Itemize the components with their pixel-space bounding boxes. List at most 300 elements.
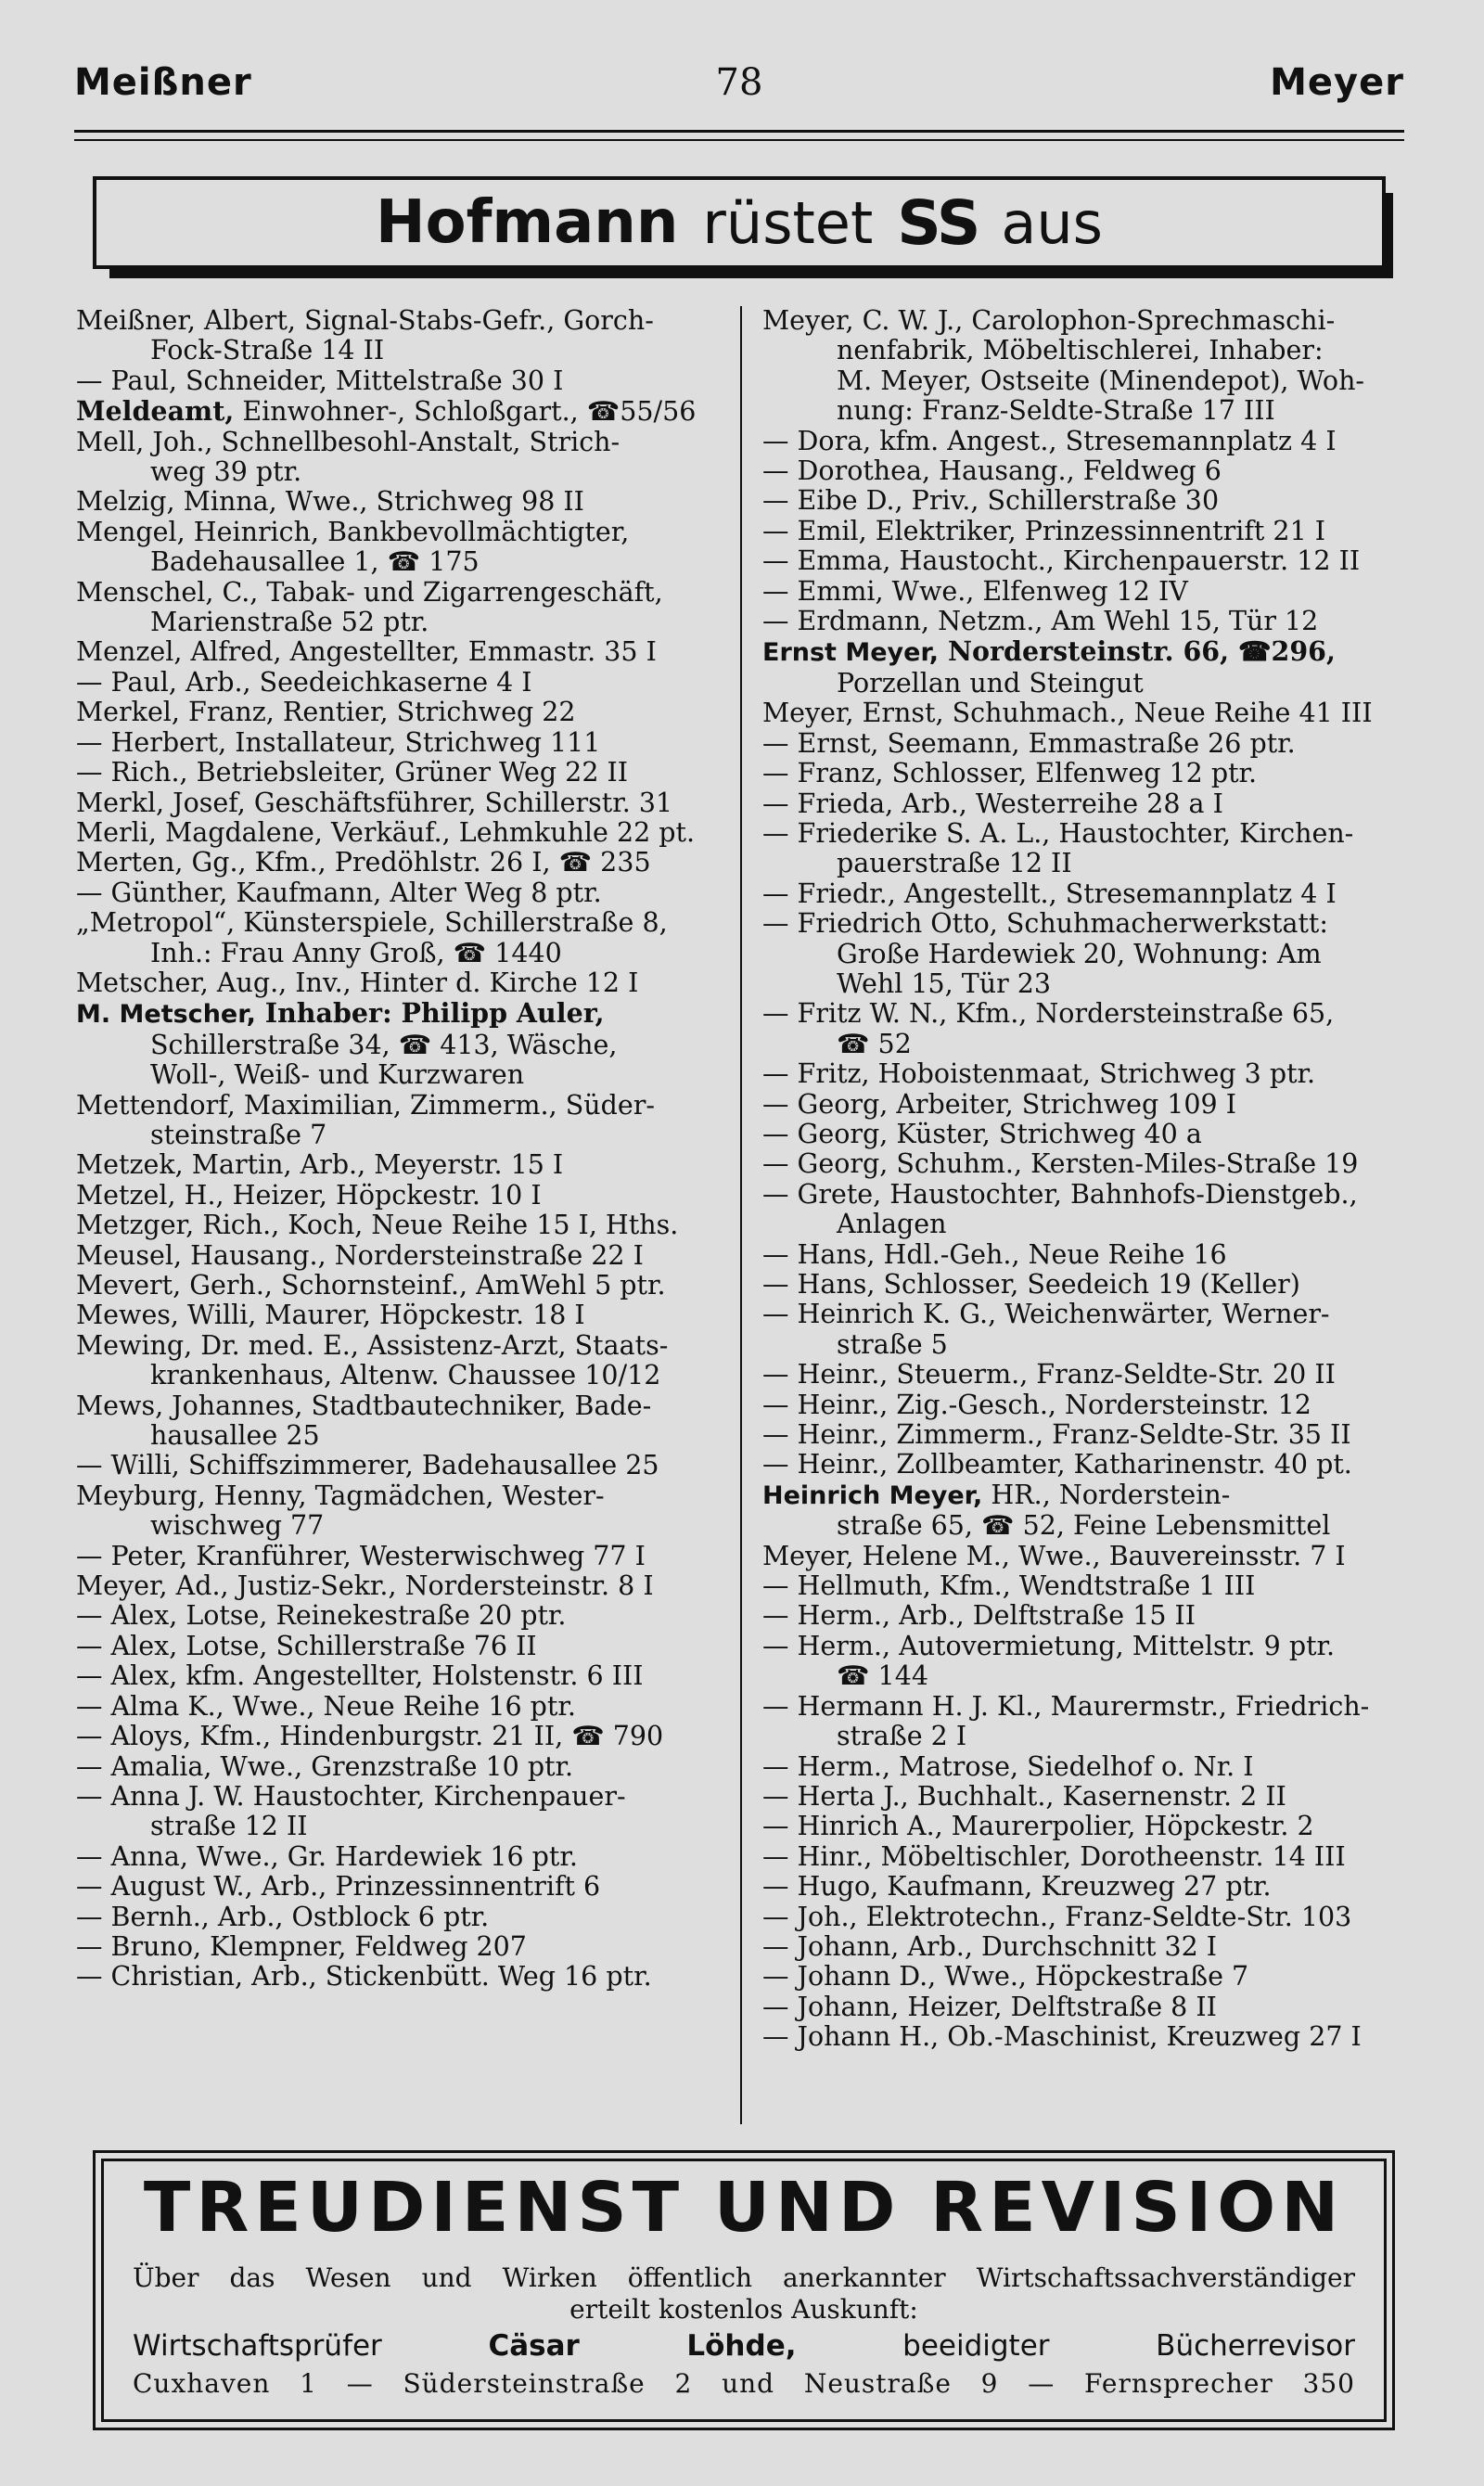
entry-text: — Rich., Betriebsleiter, Grüner Weg 22 II (76, 757, 629, 788)
entry-first-line (76, 578, 725, 608)
directory-entry (762, 909, 1408, 999)
entry-continuation: steinstraße 7 (150, 1119, 327, 1150)
entry-text: Metzel, H., Heizer, Höpckestr. 10 I (76, 1179, 542, 1211)
entry-bold-name: Meldeamt, (76, 395, 235, 428)
entry-first-line (76, 848, 725, 878)
directory-entry (76, 818, 725, 848)
entry-display-name: Ernst Meyer, (762, 638, 940, 668)
entry-first-line (762, 1149, 1408, 1179)
entry-first-line (762, 486, 1408, 516)
entry-first-line (76, 1542, 725, 1571)
entry-text: — Johann H., Ob.-Maschinist, Kreuzweg 27 I (762, 2021, 1362, 2053)
entry-first-line (762, 819, 1408, 849)
entry-text: — Willi, Schiffszimmerer, Badehausallee 25 (76, 1450, 659, 1481)
entry-text: — Herm., Autovermietung, Mittelstr. 9 ptr. (762, 1630, 1336, 1661)
entry-first-line (76, 1091, 725, 1121)
entry-first-line (762, 1270, 1408, 1300)
entry-first-line (762, 698, 1408, 728)
entry-text: — Bernh., Arb., Ostblock 6 ptr. (76, 1901, 490, 1932)
entry-first-line (76, 1181, 725, 1211)
entry-first-line (762, 1601, 1408, 1631)
directory-entry (762, 1149, 1408, 1179)
entry-first-line (762, 999, 1408, 1029)
entry-first-line (762, 729, 1408, 759)
directory-entry (76, 1571, 725, 1601)
entry-text: — Emma, Haustocht., Kirchenpauerstr. 12 II (762, 545, 1361, 577)
directory-entry (76, 1542, 725, 1571)
entry-text: Mengel, Heinrich, Bankbevollmächtigter, (76, 516, 630, 547)
directory-entry (762, 1752, 1408, 1782)
directory-entry (76, 908, 725, 968)
entry-first-line (762, 1842, 1408, 1872)
entry-text: — Hugo, Kaufmann, Kreuzweg 27 ptr. (762, 1871, 1272, 1903)
entry-first-line (762, 1872, 1408, 1902)
directory-entry (76, 968, 725, 998)
entry-text: — Bruno, Klempner, Feldweg 207 (76, 1930, 527, 1962)
directory-entry (76, 1301, 725, 1330)
entry-text: — Johann D., Wwe., Höpckestraße 7 (762, 1961, 1249, 1993)
entry-text: — Heinr., Zimmerm., Franz-Seldte-Str. 35 II (762, 1419, 1351, 1451)
entry-first-line (76, 428, 725, 457)
column-divider (740, 306, 742, 2124)
directory-entry (76, 578, 725, 638)
directory-entry (76, 487, 725, 517)
entry-text: „Metropol“, Künsterspiele, Schillerstraße 8, (76, 907, 668, 939)
entry-continuation: nung: Franz-Seldte-Straße 17 III (837, 395, 1275, 427)
entry-text: Meusel, Hausang., Nordersteinstraße 22 I (76, 1239, 644, 1271)
entry-first-line (762, 1450, 1408, 1480)
entry-first-line (762, 2022, 1408, 2052)
directory-entry (76, 848, 725, 878)
directory-entry (762, 879, 1408, 909)
directory-entry (76, 1632, 725, 1661)
entry-first-line (762, 306, 1408, 336)
entry-text: — Emmi, Wwe., Elfenweg 12 IV (762, 575, 1188, 607)
directory-entry (762, 577, 1408, 607)
directory-entry (76, 668, 725, 698)
entry-first-line (76, 1331, 725, 1361)
entry-continuation: straße 12 II (150, 1811, 308, 1842)
directory-entry (762, 1180, 1408, 1240)
directory-entry (76, 1481, 725, 1542)
treudienst-advert (93, 2150, 1395, 2430)
entry-text: — Günther, Kaufmann, Alter Weg 8 ptr. (76, 877, 602, 908)
entry-text: — Alma K., Wwe., Neue Reihe 16 ptr. (76, 1690, 576, 1722)
entry-first-line (76, 637, 725, 667)
entry-first-line (76, 1241, 725, 1271)
entry-first-line (76, 1661, 725, 1691)
directory-entry (76, 1932, 725, 1962)
directory-entry (76, 518, 725, 578)
entry-first-line (76, 1962, 725, 1992)
entry-text: — Heinr., Zollbeamter, Katharinenstr. 40 pt. (762, 1449, 1352, 1480)
directory-entry (762, 1932, 1408, 1962)
entry-first-line (76, 728, 725, 758)
entry-text: Meyer, Ad., Justiz-Sekr., Nordersteinstr. 8 I (76, 1570, 654, 1602)
entry-text: — Christian, Arb., Stickenbütt. Weg 16 ptr. (76, 1961, 652, 1993)
entry-text: Merten, Gg., Kfm., Predöhlstr. 26 I, ☎ 235 (76, 847, 651, 878)
entry-text: Mewing, Dr. med. E., Assistenz-Arzt, Staats- (76, 1329, 669, 1361)
directory-entry (76, 1722, 725, 1751)
directory-entry (76, 878, 725, 908)
directory-entry (76, 1903, 725, 1932)
entry-first-line (76, 878, 725, 908)
directory-entry (76, 1782, 725, 1842)
entry-text: — Alex, kfm. Angestellter, Holstenstr. 6 III (76, 1660, 644, 1692)
entry-first-line (762, 607, 1408, 636)
entry-text: — Paul, Arb., Seedeichkaserne 4 I (76, 666, 532, 698)
entry-text: Meißner, Albert, Signal-Stabs-Gefr., Gorch- (76, 305, 654, 336)
entry-text: — Hans, Schlosser, Seedeich 19 (Keller) (762, 1269, 1300, 1300)
entry-continuation: Anlagen (837, 1209, 947, 1240)
entry-continuation: Porzellan und Steingut (837, 667, 1144, 698)
directory-entry (762, 1120, 1408, 1149)
entry-text: — Fritz W. N., Kfm., Nordersteinstraße 65, (762, 998, 1335, 1030)
entry-first-line (762, 546, 1408, 576)
directory-entry (762, 1872, 1408, 1902)
entry-first-line (76, 1632, 725, 1661)
directory-entry (762, 1542, 1408, 1571)
entry-text: — Joh., Elektrotechn., Franz-Seldte-Str. 103 (762, 1901, 1352, 1932)
directory-entry (76, 998, 725, 1090)
entry-first-line (762, 427, 1408, 456)
entry-first-line (76, 998, 725, 1030)
directory-entry (762, 1270, 1408, 1300)
entry-text: — August W., Arb., Prinzessinnentrift 6 (76, 1871, 601, 1903)
entry-first-line (762, 577, 1408, 607)
entry-continuation: straße 2 I (837, 1721, 967, 1752)
entry-first-line (762, 789, 1408, 819)
entry-first-line (76, 758, 725, 788)
page-header (74, 61, 1404, 117)
directory-entry (76, 788, 725, 818)
banner-word-2: rüstet (702, 188, 874, 257)
entry-continuation: pauerstraße 12 II (837, 848, 1072, 879)
entry-first-line (762, 1932, 1408, 1962)
advert-profession: Wirtschaftsprüfer (133, 2329, 382, 2363)
entry-first-line (76, 1692, 725, 1722)
entry-text: Merli, Magdalene, Verkäuf., Lehmkuhle 22 pt. (76, 816, 696, 848)
entry-first-line (76, 1211, 725, 1240)
entry-text: — Hans, Hdl.-Geh., Neue Reihe 16 (762, 1238, 1227, 1270)
entry-text: — Hellmuth, Kfm., Wendtstraße 1 III (762, 1570, 1256, 1602)
entry-continuation: Schillerstraße 34, ☎ 413, Wäsche, (150, 1029, 618, 1060)
entry-first-line (762, 1390, 1408, 1420)
directory-entry (76, 1271, 725, 1301)
entry-text: — Peter, Kranführer, Westerwischweg 77 I (76, 1540, 646, 1571)
directory-entry (76, 396, 725, 427)
entry-first-line (76, 518, 725, 547)
entry-text: — Eibe D., Priv., Schillerstraße 30 (762, 485, 1220, 517)
entry-first-line (76, 668, 725, 698)
page-number: 78 (715, 61, 763, 104)
entry-first-line (762, 1812, 1408, 1841)
entry-text: — Heinr., Steuerm., Franz-Seldte-Str. 20 II (762, 1359, 1336, 1390)
advert-line-1: Über das Wesen und Wirken öffentlich anerkannter Wirtschaftssachverständiger (133, 2262, 1355, 2293)
entry-bold-text: Nordersteinstr. 66, ☎296, (939, 635, 1336, 668)
directory-entry (76, 728, 725, 758)
directory-entry (76, 1752, 725, 1782)
banner-word-3: SS (897, 186, 979, 259)
entry-continuation: straße 65, ☎ 52, Feine Lebensmittel (837, 1510, 1331, 1542)
entry-text: Menschel, C., Tabak- und Zigarrengeschäft, (76, 576, 663, 608)
entry-first-line (76, 487, 725, 517)
entry-first-line (762, 759, 1408, 788)
entry-text: — Hinrich A., Maurerpolier, Höpckestr. 2 (762, 1811, 1314, 1842)
entry-bold-text: Inhaber: Philipp Auler, (255, 997, 605, 1030)
banner-shadow-bottom (109, 269, 1393, 278)
entry-first-line (76, 968, 725, 998)
entry-text: — Alex, Lotse, Schillerstraße 76 II (76, 1630, 537, 1661)
entry-text: Merkl, Josef, Geschäftsführer, Schillerstr. 31 (76, 787, 673, 818)
entry-first-line (76, 396, 725, 427)
directory-entry (76, 1842, 725, 1872)
directory-entry (762, 1059, 1408, 1089)
entry-text: — Aloys, Kfm., Hindenburgstr. 21 II, ☎ 790 (76, 1721, 664, 1752)
entry-continuation: Marienstraße 52 ptr. (150, 607, 429, 638)
entry-first-line (762, 1059, 1408, 1089)
directory-entry (76, 306, 725, 366)
directory-columns (76, 306, 1408, 2134)
entry-continuation: straße 5 (837, 1328, 948, 1360)
advert-title-role: beeidigter Bücherrevisor (902, 2329, 1356, 2363)
entry-text: — Hermann H. J. Kl., Maurermstr., Friedrich- (762, 1690, 1370, 1722)
directory-entry (762, 1360, 1408, 1390)
entry-first-line (762, 1120, 1408, 1149)
entry-text: Merkel, Franz, Rentier, Strichweg 22 (76, 697, 576, 728)
directory-entry (76, 1331, 725, 1391)
entry-first-line (762, 1993, 1408, 2022)
entry-continuation: Große Hardewiek 20, Wohnung: Am (837, 938, 1322, 969)
directory-entry (76, 366, 725, 396)
entry-text: — Anna, Wwe., Gr. Hardewiek 16 ptr. (76, 1840, 578, 1872)
entry-continuation: Wehl 15, Tür 23 (837, 967, 1052, 999)
advert-address: Cuxhaven 1 — Südersteinstraße 2 und Neustraße 9 — Fernsprecher 350 (133, 2368, 1355, 2399)
entry-first-line (76, 1481, 725, 1511)
entry-text: Mevert, Gerh., Schornsteinf., AmWehl 5 ptr. (76, 1270, 666, 1301)
entry-first-line (76, 1451, 725, 1480)
directory-entry (762, 1300, 1408, 1360)
entry-first-line (762, 909, 1408, 939)
directory-entry (762, 1842, 1408, 1872)
directory-entry (762, 1632, 1408, 1692)
directory-entry (76, 1391, 725, 1452)
entry-first-line (762, 1180, 1408, 1210)
directory-entry (762, 1993, 1408, 2022)
entry-text: HR., Norderstein- (982, 1479, 1231, 1510)
directory-entry (762, 819, 1408, 879)
entry-text: Meyer, Ernst, Schuhmach., Neue Reihe 41 III (762, 698, 1373, 729)
entry-first-line (76, 698, 725, 727)
banner-word-4: aus (1001, 188, 1103, 257)
entry-text: — Grete, Haustochter, Bahnhofs-Dienstgeb., (762, 1178, 1358, 1210)
entry-text: — Herm., Arb., Delftstraße 15 II (762, 1600, 1196, 1632)
entry-first-line (762, 1480, 1408, 1511)
entry-text: Metscher, Aug., Inv., Hinter d. Kirche 12 I (76, 967, 639, 998)
directory-entry (762, 1420, 1408, 1450)
entry-text: — Georg, Arbeiter, Strichweg 109 I (762, 1088, 1237, 1120)
entry-continuation: hausallee 25 (150, 1420, 320, 1452)
entry-text: Metzek, Martin, Arb., Meyerstr. 15 I (76, 1149, 564, 1181)
directory-entry (76, 1601, 725, 1631)
entry-text: — Fritz, Hoboistenmaat, Strichweg 3 ptr. (762, 1058, 1316, 1090)
directory-entry (762, 1903, 1408, 1932)
entry-first-line (76, 908, 725, 938)
entry-first-line (76, 1150, 725, 1180)
entry-first-line (76, 1872, 725, 1902)
entry-text: Meyburg, Henny, Tagmädchen, Wester- (76, 1480, 605, 1511)
entry-text: Mews, Johannes, Stadtbautechniker, Bade- (76, 1390, 652, 1421)
directory-entry (76, 1241, 725, 1271)
directory-entry (76, 1150, 725, 1180)
advert-line-2: erteilt kostenlos Auskunft: (569, 2294, 918, 2325)
entry-display-name: M. Metscher, (76, 1000, 256, 1030)
directory-entry (762, 486, 1408, 516)
entry-text: — Erdmann, Netzm., Am Wehl 15, Tür 12 (762, 606, 1319, 637)
directory-entry (76, 1181, 725, 1211)
entry-text: Mettendorf, Maximilian, Zimmerm., Süder- (76, 1089, 655, 1121)
entry-text: Melzig, Minna, Wwe., Strichweg 98 II (76, 486, 584, 518)
directory-entry (762, 546, 1408, 576)
directory-entry (762, 1480, 1408, 1542)
entry-text: — Herbert, Installateur, Strichweg 111 (76, 726, 601, 758)
entry-text: — Frieda, Arb., Westerreihe 28 a I (762, 788, 1223, 819)
entry-text: — Heinr., Zig.-Gesch., Nordersteinstr. 12 (762, 1389, 1311, 1420)
entry-first-line (762, 1571, 1408, 1601)
directory-entry (76, 428, 725, 488)
entry-text: Menzel, Alfred, Angestellter, Emmastr. 35 I (76, 636, 657, 668)
entry-first-line (76, 1903, 725, 1932)
entry-first-line (762, 1632, 1408, 1661)
entry-display-name: Heinrich Meyer, (762, 1480, 983, 1510)
entry-text: — Friederike S. A. L., Haustochter, Kirchen- (762, 817, 1354, 849)
entry-text: — Hinr., Möbeltischler, Dorotheenstr. 14 III (762, 1840, 1346, 1872)
entry-first-line (762, 1542, 1408, 1571)
directory-entry (762, 2022, 1408, 2052)
left-column (76, 306, 725, 1993)
directory-entry (762, 1240, 1408, 1270)
directory-entry (762, 789, 1408, 819)
directory-entry (762, 517, 1408, 546)
entry-text: — Alex, Lotse, Reinekestraße 20 ptr. (76, 1600, 567, 1632)
entry-text: — Herta J., Buchhalt., Kasernenstr. 2 II (762, 1780, 1286, 1812)
entry-first-line (76, 1571, 725, 1601)
entry-first-line (76, 1842, 725, 1872)
directory-entry (762, 1571, 1408, 1601)
directory-entry (762, 759, 1408, 788)
entry-continuation: Fock-Straße 14 II (150, 335, 385, 366)
entry-text: — Franz, Schlosser, Elfenweg 12 ptr. (762, 758, 1258, 789)
directory-entry (762, 1090, 1408, 1120)
entry-continuation: weg 39 ptr. (150, 456, 302, 488)
entry-first-line (76, 818, 725, 848)
entry-text: — Herm., Matrose, Siedelhof o. Nr. I (762, 1750, 1254, 1782)
entry-continuation: nenfabrik, Möbeltischlerei, Inhaber: (837, 335, 1324, 366)
directory-entry (76, 1872, 725, 1902)
directory-entry (762, 427, 1408, 456)
entry-first-line (76, 1782, 725, 1812)
header-rule (74, 130, 1404, 133)
entry-first-line (76, 1271, 725, 1301)
header-first-name: Meißner (74, 61, 252, 104)
entry-first-line (762, 1752, 1408, 1782)
entry-text: — Heinrich K. G., Weichenwärter, Werner- (762, 1299, 1330, 1330)
entry-first-line (76, 1932, 725, 1962)
header-rule-2 (74, 139, 1404, 141)
directory-entry (76, 1661, 725, 1691)
entry-text: Einwohner-, Schloßgart., ☎55/56 (234, 396, 697, 428)
directory-entry (76, 1211, 725, 1240)
entry-first-line (76, 788, 725, 818)
directory-entry (762, 999, 1408, 1059)
entry-text: — Johann, Heizer, Delftstraße 8 II (762, 1991, 1217, 2022)
entry-first-line (762, 1962, 1408, 1992)
entry-continuation: Badehausallee 1, ☎ 175 (150, 546, 480, 578)
advert-title: TREUDIENST UND REVISION (143, 2168, 1345, 2248)
advert-person: Cäsar Löhde, (488, 2329, 797, 2363)
directory-entry (76, 1962, 725, 1992)
entry-text: — Friedrich Otto, Schuhmacherwerkstatt: (762, 908, 1328, 940)
entry-first-line (762, 1420, 1408, 1450)
entry-text: — Johann, Arb., Durchschnitt 32 I (762, 1930, 1218, 1962)
entry-first-line (762, 636, 1408, 668)
directory-entry (76, 758, 725, 788)
directory-entry (762, 698, 1408, 728)
entry-text: — Dora, kfm. Angest., Stresemannplatz 4 I (762, 425, 1337, 456)
entry-continuation: wischweg 77 (150, 1510, 325, 1542)
entry-text: — Georg, Küster, Strichweg 40 a (762, 1118, 1202, 1149)
entry-first-line (762, 1090, 1408, 1120)
entry-text: — Paul, Schneider, Mittelstraße 30 I (76, 365, 564, 396)
entry-first-line (762, 1782, 1408, 1812)
entry-first-line (76, 1752, 725, 1782)
directory-entry (762, 1390, 1408, 1420)
directory-entry (762, 1782, 1408, 1812)
hofmann-banner (93, 176, 1386, 269)
entry-text: — Ernst, Seemann, Emmastraße 26 ptr. (762, 727, 1296, 759)
directory-entry (762, 729, 1408, 759)
entry-first-line (762, 1692, 1408, 1722)
directory-entry (762, 1962, 1408, 1992)
directory-entry (762, 1812, 1408, 1841)
banner-word-1: Hofmann (376, 188, 679, 257)
entry-text: Mewes, Willi, Maurer, Höpckestr. 18 I (76, 1300, 585, 1331)
entry-first-line (76, 366, 725, 396)
entry-first-line (762, 1903, 1408, 1932)
entry-text: — Dorothea, Hausang., Feldweg 6 (762, 455, 1222, 487)
directory-entry (762, 1692, 1408, 1752)
entry-text: Meyer, C. W. J., Carolophon-Sprechmaschi- (762, 305, 1336, 336)
entry-first-line (762, 517, 1408, 546)
directory-entry (762, 456, 1408, 486)
entry-text: — Anna J. W. Haustochter, Kirchenpauer- (76, 1780, 626, 1812)
directory-entry (76, 637, 725, 667)
right-column (762, 306, 1408, 2053)
directory-entry (76, 698, 725, 727)
entry-continuation: Woll-, Weiß- und Kurzwaren (150, 1059, 525, 1091)
directory-entry (76, 1091, 725, 1151)
entry-continuation: ☎ 52 (837, 1028, 912, 1059)
entry-text: Meyer, Helene M., Wwe., Bauvereinsstr. 7 I (762, 1540, 1346, 1571)
entry-first-line (762, 879, 1408, 909)
entry-first-line (76, 1722, 725, 1751)
entry-continuation: ☎ 144 (837, 1660, 928, 1692)
directory-entry (762, 306, 1408, 427)
directory-entry (76, 1692, 725, 1722)
entry-first-line (76, 1601, 725, 1631)
directory-entry (762, 1601, 1408, 1631)
header-last-name: Meyer (1270, 61, 1404, 104)
